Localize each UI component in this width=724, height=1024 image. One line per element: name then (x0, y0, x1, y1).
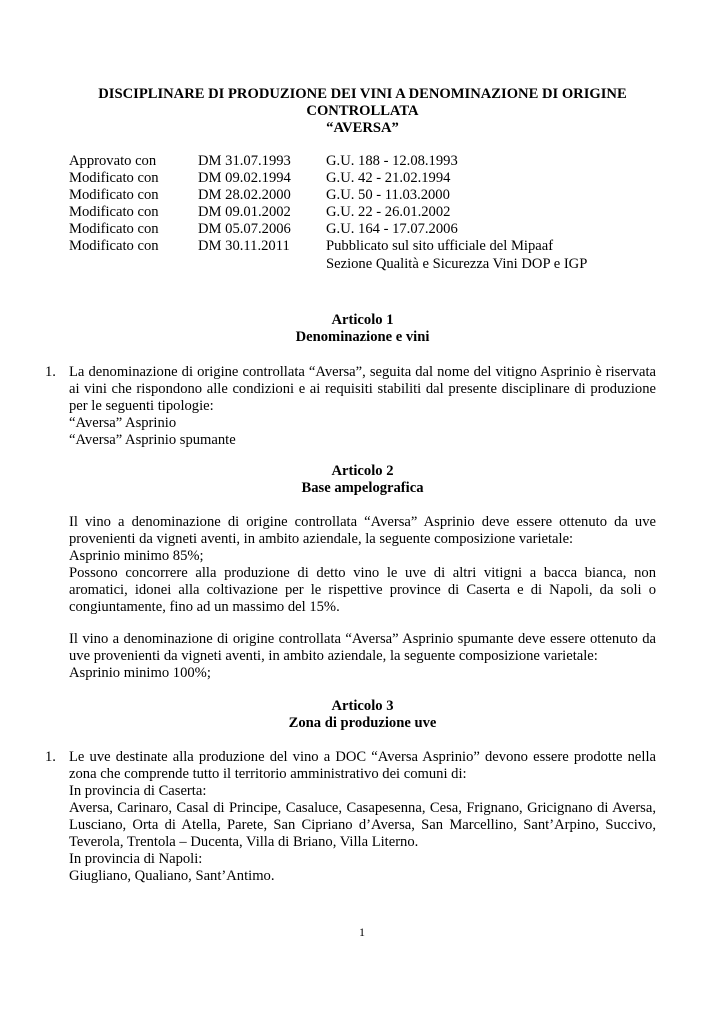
text-line: Possono concorrere alla produzione di detto vino le uve di altri vitigni a bacca bianca, non (69, 565, 656, 581)
approval-row (69, 238, 669, 255)
text-line: congiuntamente, fino ad un massimo del 15%. (69, 599, 340, 615)
approval-note: Sezione Qualità e Sicurezza Vini DOP e IGP (326, 256, 588, 272)
text-line: Il vino a denominazione di origine controllata “Aversa” Asprinio deve essere ottenuto da uve (69, 514, 656, 530)
approval-decree: DM 30.11.2011 (198, 238, 290, 254)
approval-gazette: G.U. 50 - 11.03.2000 (326, 187, 450, 203)
approval-row (69, 187, 669, 204)
text-line: Asprinio minimo 100%; (69, 665, 211, 681)
article-subtitle: Denominazione e vini (295, 329, 430, 345)
text-line: per le seguenti tipologie: (69, 398, 214, 414)
document-title (69, 86, 656, 137)
article-1-paragraph (69, 364, 656, 449)
approval-label: Approvato con (69, 153, 157, 169)
article-1-heading (69, 312, 656, 346)
approval-gazette: Pubblicato sul sito ufficiale del Mipaaf (326, 238, 554, 254)
text-line: In provincia di Caserta: (69, 783, 207, 799)
approval-row (69, 153, 669, 170)
approval-decree: DM 09.02.1994 (198, 170, 291, 186)
title-line-1: DISCIPLINARE DI PRODUZIONE DEI VINI A DENOMINAZIONE DI ORIGINE (98, 86, 627, 102)
page-number: 1 (359, 925, 365, 939)
text-line: Il vino a denominazione di origine controllata “Aversa” Asprinio spumante deve essere ottenuto da (69, 631, 656, 647)
approval-decree: DM 09.01.2002 (198, 204, 291, 220)
article-3-heading (69, 698, 656, 732)
text-line: Lusciano, Orta di Atella, Parete, San Cipriano d’Aversa, San Marcellino, Sant’Arpino, Succivo, (69, 817, 656, 833)
article-2-paragraph-1 (69, 514, 656, 616)
text-line: aromatici, idonei alla coltivazione per le rispettive province di Caserta e di Napoli, da soli o (69, 582, 656, 598)
text-line: Teverola, Trentola – Ducenta, Villa di Briano, Villa Literno. (69, 834, 419, 850)
approval-gazette: G.U. 42 - 21.02.1994 (326, 170, 451, 186)
approval-decree: DM 05.07.2006 (198, 221, 291, 237)
list-number: 1. (45, 364, 56, 380)
title-line-3: “AVERSA” (326, 120, 399, 136)
text-line: In provincia di Napoli: (69, 851, 203, 867)
text-line: “Aversa” Asprinio (69, 415, 177, 431)
article-subtitle: Base ampelografica (301, 480, 424, 496)
list-number: 1. (45, 749, 56, 765)
text-line: Aversa, Carinaro, Casal di Principe, Casaluce, Casapesenna, Cesa, Frignano, Gricignano di Aversa, (69, 800, 656, 816)
text-line: provenienti da vigneti aventi, in ambito aziendale, la seguente composizione varietale: (69, 531, 574, 547)
approval-label: Modificato con (69, 204, 159, 220)
approval-row (69, 204, 669, 221)
approval-gazette: G.U. 164 - 17.07.2006 (326, 221, 458, 237)
approval-label: Modificato con (69, 221, 159, 237)
article-number: Articolo 2 (331, 463, 394, 479)
text-line: Le uve destinate alla produzione del vino a DOC “Aversa Asprinio” devono essere prodotte nella (69, 749, 656, 765)
approval-label: Modificato con (69, 170, 159, 186)
article-2-paragraph-2 (69, 631, 656, 682)
approval-gazette: G.U. 22 - 26.01.2002 (326, 204, 451, 220)
article-3-paragraph (69, 749, 656, 885)
approval-gazette: G.U. 188 - 12.08.1993 (326, 153, 458, 169)
article-subtitle: Zona di produzione uve (288, 715, 437, 731)
text-line: Asprinio minimo 85%; (69, 548, 204, 564)
approval-decree: DM 31.07.1993 (198, 153, 291, 169)
approval-history (69, 153, 669, 272)
approval-label: Modificato con (69, 187, 159, 203)
approval-label: Modificato con (69, 238, 159, 254)
article-2-heading (69, 463, 656, 497)
article-number: Articolo 1 (331, 312, 394, 328)
approval-row (69, 170, 669, 187)
text-line: uve provenienti da vigneti aventi, in ambito aziendale, la seguente composizione varietale: (69, 648, 598, 664)
text-line: zona che comprende tutto il territorio amministrativo dei comuni di: (69, 766, 467, 782)
title-line-2: CONTROLLATA (306, 103, 419, 119)
approval-decree: DM 28.02.2000 (198, 187, 291, 203)
article-number: Articolo 3 (331, 698, 394, 714)
approval-row (69, 221, 669, 238)
text-line: La denominazione di origine controllata “Aversa”, seguita dal nome del vitigno Asprinio è riservata (69, 364, 656, 380)
text-line: Giugliano, Qualiano, Sant’Antimo. (69, 868, 275, 884)
text-line: “Aversa” Asprinio spumante (69, 432, 236, 448)
text-line: ai vini che rispondono alle condizioni e ai requisiti stabiliti dal presente disciplinare di produzione (69, 381, 656, 397)
